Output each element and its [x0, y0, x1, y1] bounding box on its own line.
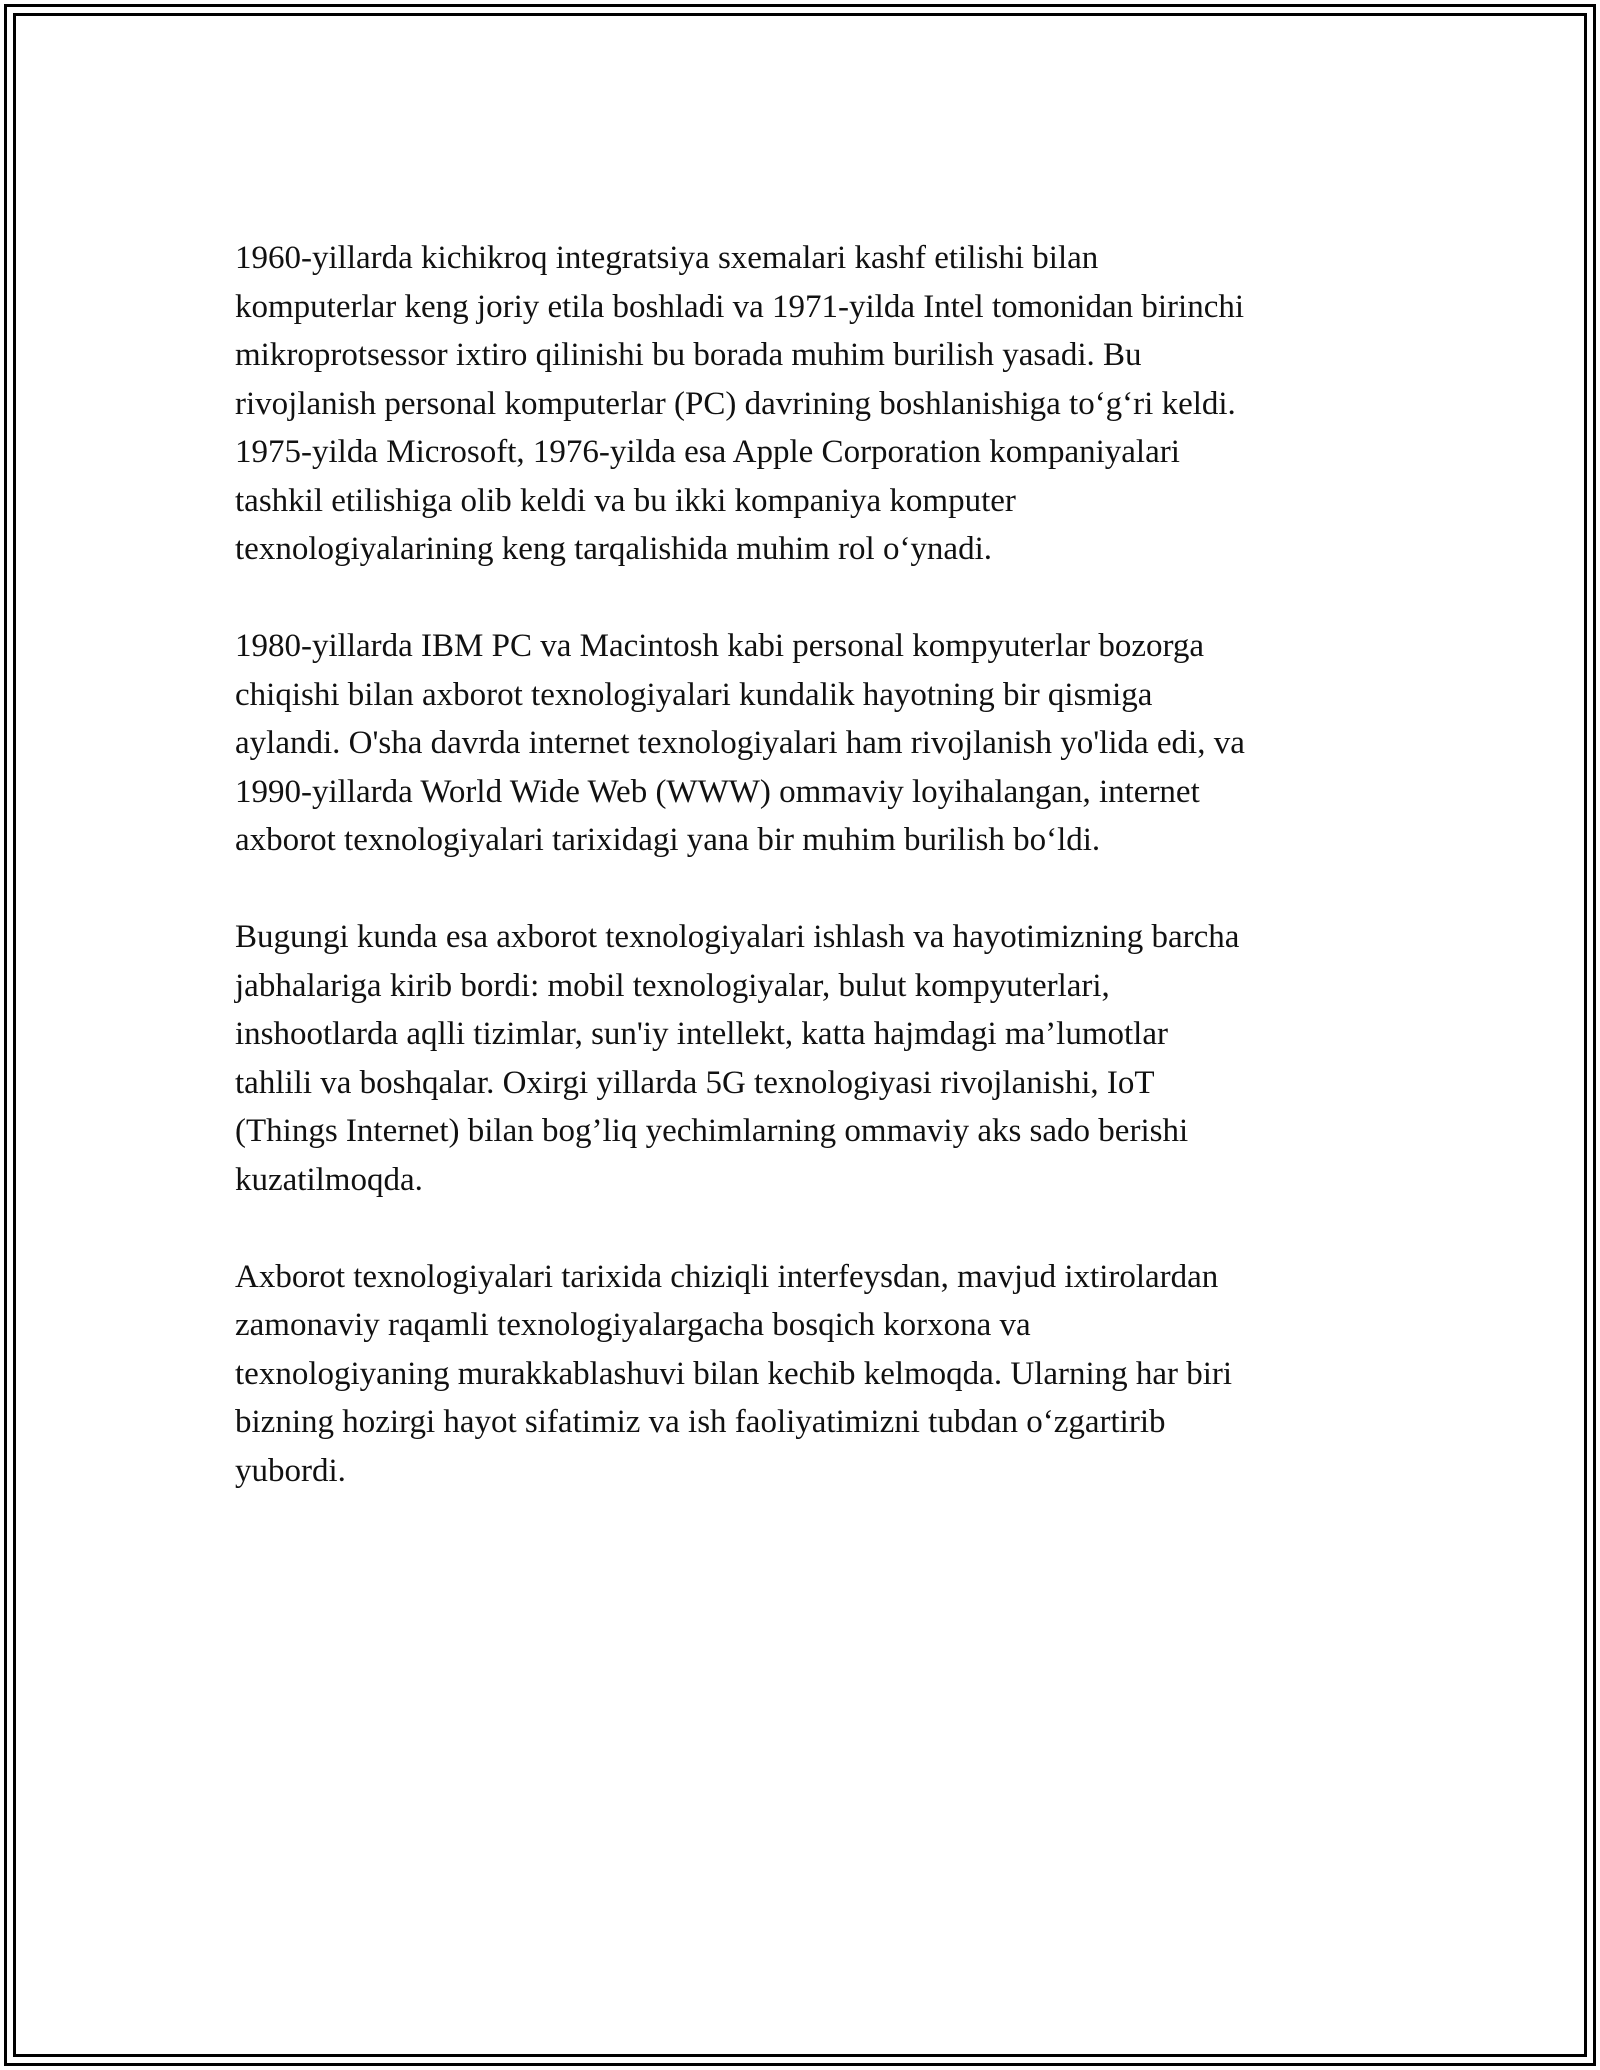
paragraph-2: 1980-yillarda IBM PC va Macintosh kabi personal kompyuterlar bozorga chiqishi bilan axborot texnologiyalari kundalik hayotning bir qismiga aylandi. O'sha davrda internet texnologiyalari ham rivojlanish yo'lida edi, va 1990-yillarda World Wide Web (WWW) ommaviy loyihalangan, internet axborot texnologiyalari tarixidagi yana bir muhim burilish bo‘ldi. [235, 628, 1245, 858]
document-body [235, 234, 1380, 1544]
paragraph-1: 1960-yillarda kichikroq integratsiya sxemalari kashf etilishi bilan komputerlar keng joriy etila boshladi va 1971-yilda Intel tomonidan birinchi mikroprotsessor ixtiro qilinishi bu borada muhim burilish yasadi. Bu rivojlanish personal komputerlar (PC) davrining boshlanishiga to‘g‘ri keldi. 1975-yilda Microsoft, 1976-yilda esa Apple Corporation kompaniyalari tashkil etilishiga olib keldi va bu ikki kompaniya komputer texnologiyalarining keng tarqalishida muhim rol o‘ynadi. [235, 240, 1245, 567]
paragraph-4: Axborot texnologiyalari tarixida chiziqli interfeysdan, mavjud ixtirolardan zamonaviy raqamli texnologiyalargacha bosqich korxona va texnologiyaning murakkablashuvi bilan kechib kelmoqda. Ularning har biri bizning hozirgi hayot sifatimiz va ish faoliyatimizni tubdan o‘zgartirib yubordi. [235, 1258, 1233, 1489]
paragraph-3: Bugungi kunda esa axborot texnologiyalari ishlash va hayotimizning barcha jabhalariga kirib bordi: mobil texnologiyalar, bulut kompyuterlari, inshootlarda aqlli tizimlar, sun'iy intellekt, katta hajmdagi ma’lumotlar tahlili va boshqalar. Oxirgi yillarda 5G texnologiyasi rivojlanishi, IoT (Things Internet) bilan bog’liq yechimlarning ommaviy aks sado berishi kuzatilmoqda. [235, 919, 1240, 1198]
